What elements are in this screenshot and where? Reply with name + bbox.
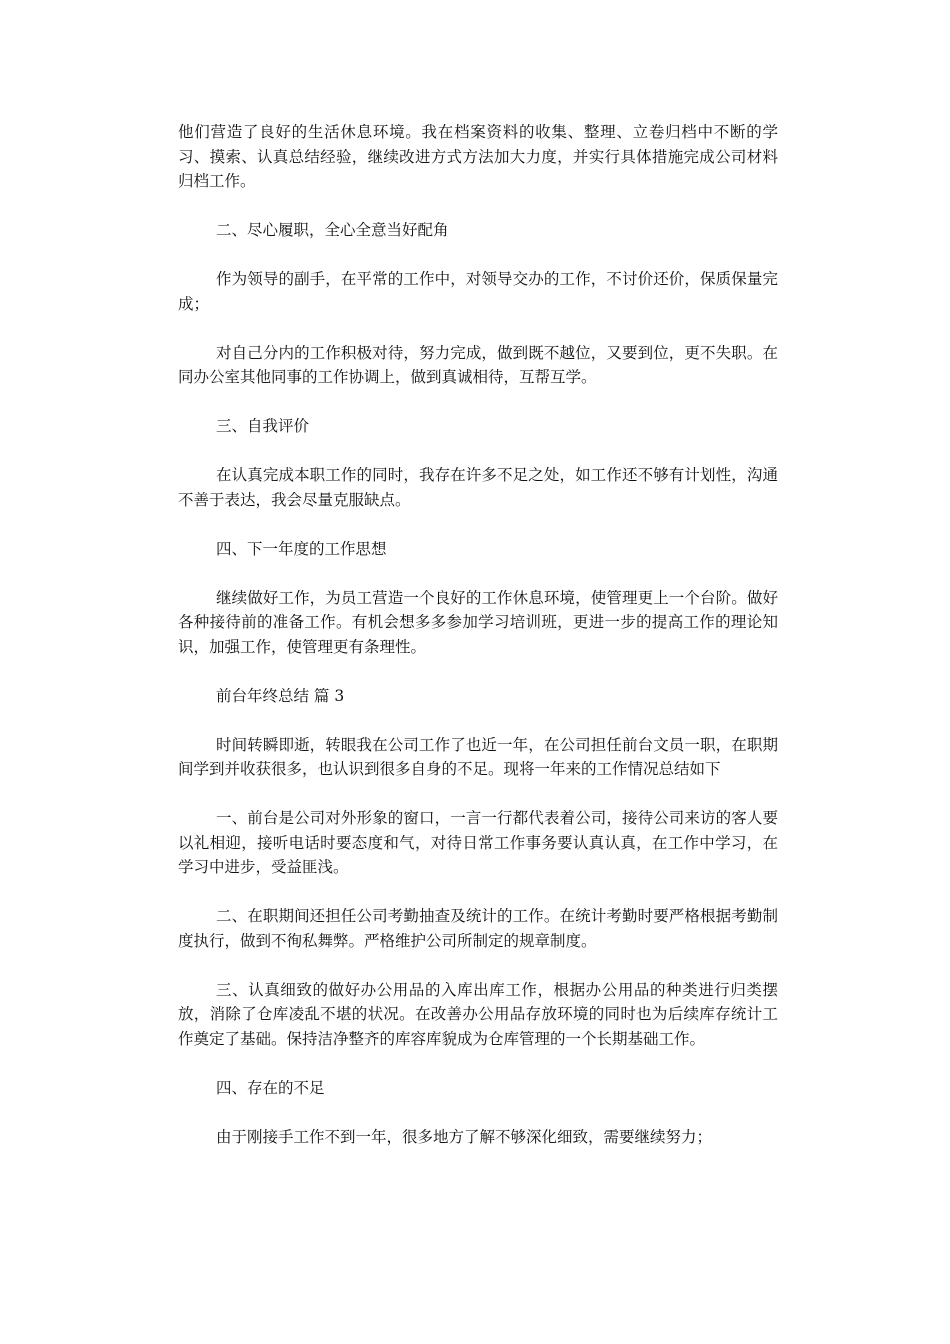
paragraph: 时间转瞬即逝，转眼我在公司工作了也近一年，在公司担任前台文员一职，在职期间学到并收获很多，也认识到很多自身的不足。现将一年来的工作情况总结如下 bbox=[178, 735, 778, 778]
paragraph: 二、在职期间还担任公司考勤抽查及统计的工作。在统计考勤时要严格根据考勤制度执行，做到不徇私舞弊。严格维护公司所制定的规章制度。 bbox=[178, 907, 778, 950]
paragraph: 由于刚接手工作不到一年，很多地方了解不够深化细致，需要继续努力； bbox=[216, 1127, 713, 1146]
section-heading: 四、存在的不足 bbox=[216, 1078, 325, 1097]
section-heading: 四、下一年度的工作思想 bbox=[216, 539, 387, 558]
section-heading: 三、自我评价 bbox=[216, 417, 310, 435]
paragraph: 他们营造了良好的生活休息环境。我在档案资料的收集、整理、立卷归档中不断的学习、摸索、认真总结经验，继续改进方式方法加大力度，并实行具体措施完成公司材料归档工作。 bbox=[178, 123, 778, 190]
paragraph: 在认真完成本职工作的同时，我存在许多不足之处，如工作还不够有计划性，沟通不善于表达，我会尽量克服缺点。 bbox=[178, 466, 778, 509]
paragraph: 作为领导的副手，在平常的工作中，对领导交办的工作，不讨价还价，保质保量完成； bbox=[178, 270, 778, 313]
section-heading: 二、尽心履职，全心全意当好配角 bbox=[216, 221, 449, 239]
paragraph: 继续做好工作，为员工营造一个良好的工作休息环境，使管理更上一个台阶。做好各种接待前的准备工作。有机会想多多参加学习培训班，更进一步的提高工作的理论知识，加强工作，使管理更有条理性。 bbox=[178, 588, 778, 656]
paragraph: 对自己分内的工作积极对待，努力完成，做到既不越位，又要到位，更不失职。在同办公室其他同事的工作协调上，做到真诚相待，互帮互学。 bbox=[178, 343, 778, 386]
paragraph: 一、前台是公司对外形象的窗口，一言一行都代表着公司，接待公司来访的客人要以礼相迎，接听电话时要态度和气，对待日常工作事务要认真认真，在工作中学习，在学习中进步，受益匪浅。 bbox=[178, 809, 778, 876]
document-page bbox=[178, 120, 778, 1174]
article-title: 前台年终总结 篇 3 bbox=[216, 686, 345, 705]
paragraph: 三、认真细致的做好办公用品的入库出库工作，根据办公用品的种类进行归类摆放，消除了仓库凌乱不堪的状况。在改善办公用品存放环境的同时也为后续库存统计工作奠定了基础。保持洁净整齐的库容库貌成为仓库管理的一个长期基础工作。 bbox=[178, 980, 778, 1048]
